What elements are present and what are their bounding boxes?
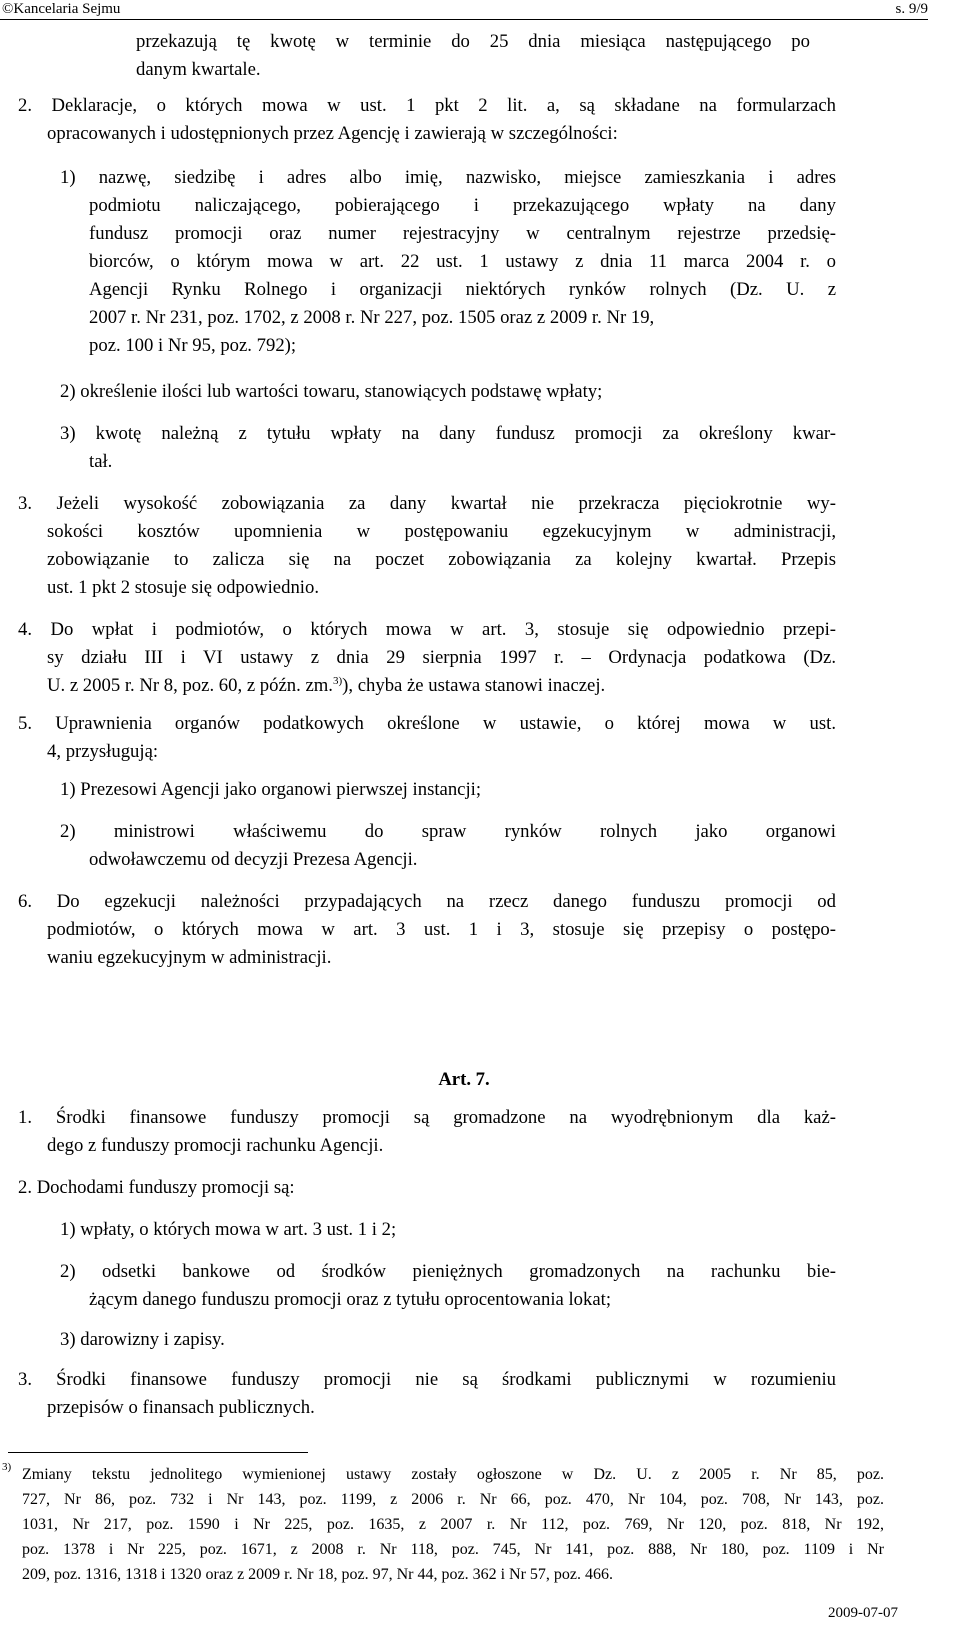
paragraph-ust-3: 3. Jeżeli wysokość zobowiązania za dany kwartał nie przekracza pięciokrotnie wy- sokości kosztów upomnienia w postępowaniu egzekucyjnym w administracji, zobowiązanie to zalicza się na poczet zobowiązania za kolejny kwartał. Przepis ust. 1 pkt 2 stosuje się odpowiednio. — [18, 493, 836, 598]
point-5-2: 2) ministrowi właściwemu do spraw rynków rolnych jako organowi odwoławczemu od decyzji Prezesa Agencji. — [60, 821, 836, 870]
article-title: Art. 7. — [438, 1069, 490, 1090]
footer-date: 2009-07-07 — [828, 1605, 898, 1621]
footnote-marker: 3) — [2, 1461, 12, 1473]
article-7-ust-3: 3. Środki finansowe funduszy promocji nie są środkami publicznymi w rozumieniu przepisów o finansach publicznych. — [18, 1369, 836, 1418]
article-7-ust-1: 1. Środki finansowe funduszy promocji są gromadzone na wyodrębnionym dla każ- dego z funduszy promocji rachunku Agencji. — [18, 1107, 836, 1156]
header-copyright: ©Kancelaria Sejmu — [2, 1, 121, 17]
point-2-2: 2) określenie ilości lub wartości towaru, stanowiących podstawę wpłaty; — [60, 381, 603, 402]
paragraph-ust-5: 5. Uprawnienia organów podatkowych określone w ustawie, o której mowa w ust. 4, przysługują: — [18, 713, 836, 762]
header-divider — [0, 19, 928, 20]
paragraph-ust-6: 6. Do egzekucji należności przypadających na rzecz danego funduszu promocji od podmiotów, o których mowa w art. 3 ust. 1 i 3, stosuje się przepisy o postępo- waniu egzekucyjnym w administracji. — [18, 891, 836, 968]
continuation-paragraph: przekazują tę kwotę w terminie do 25 dnia miesiąca następującego po danym kwartale. — [136, 31, 810, 80]
paragraph-ust-2: 2. Deklaracje, o których mowa w ust. 1 pkt 2 lit. a, są składane na formularzach opracowanych i udostępnionych przez Agencję i zawierają w szczególności: — [18, 95, 836, 144]
point-a2-1: 1) wpłaty, o których mowa w art. 3 ust. 1 i 2; — [60, 1219, 397, 1240]
paragraph-ust-4: 4. Do wpłat i podmiotów, o których mowa w art. 3, stosuje się odpowiednio przepi- sy działu III i VI ustawy z dnia 29 sierpnia 1997 r. – Ordynacja podatkowa (Dz. U. z 2005 r. Nr 8, poz. 60, z późn. zm.$^{3)}$), chyba że ustawa stanowi inaczej. — [18, 619, 836, 696]
point-a2-3: 3) darowizny i zapisy. — [60, 1329, 225, 1350]
footnote-reference[interactable]: 3) — [332, 674, 343, 687]
article-7-ust-2: 2. Dochodami funduszy promocji są: — [18, 1177, 295, 1198]
point-2-3: 3) kwotę należną z tytułu wpłaty na dany fundusz promocji za określony kwar- tał. — [60, 423, 836, 472]
header-page-number: s. 9/9 — [895, 1, 928, 17]
footnote-divider — [8, 1452, 308, 1453]
footnote-text: Zmiany tekstu jednolitego wymienionej ustawy zostały ogłoszone w Dz. U. z 2005 r. Nr 85, poz. 727, Nr 86, poz. 732 i Nr 143, poz. 1199, z 2006 r. Nr 66, poz. 470, Nr 104, poz. 708, Nr 143, poz. 1031, Nr 217, poz. 1590 i Nr 225, poz. 1635, z 2007 r. Nr 112, poz. 769, Nr 120, poz. 818, Nr 192, poz. 1378 i Nr 225, poz. 1671, z 2008 r. Nr 118, poz. 745, Nr 141, poz. 888, Nr 180, poz. 1109 i Nr 209, poz. 1316, 1318 i 1320 oraz z 2009 r. Nr 18, poz. 97, Nr 44, poz. 362 i Nr 57, poz. 466. — [22, 1466, 884, 1583]
point-a2-2: 2) odsetki bankowe od środków pieniężnych gromadzonych na rachunku bie- żącym danego funduszu promocji oraz z tytułu oprocentowania lokat; — [60, 1261, 836, 1310]
point-5-1: 1) Prezesowi Agencji jako organowi pierwszej instancji; — [60, 779, 482, 800]
point-2-1: 1) nazwę, siedzibę i adres albo imię, nazwisko, miejsce zamieszkania i adres podmiotu naliczającego, pobierającego i przekazującego wpłaty na dany fundusz promocji oraz numer rejestracyjny w centralnym rejestrze przedsię- biorców, o którym mowa w art. 22 ust. 1 ustawy z dnia 11 marca 2004 r. o Agencji Rynku Rolnego i organizacji niektórych rynków rolnych (Dz. U. z 2007 r. Nr 231, poz. 1702, z 2008 r. Nr 227, poz. 1505 oraz z 2009 r. Nr 19, poz. 100 i Nr 95, poz. 792); — [60, 167, 836, 356]
